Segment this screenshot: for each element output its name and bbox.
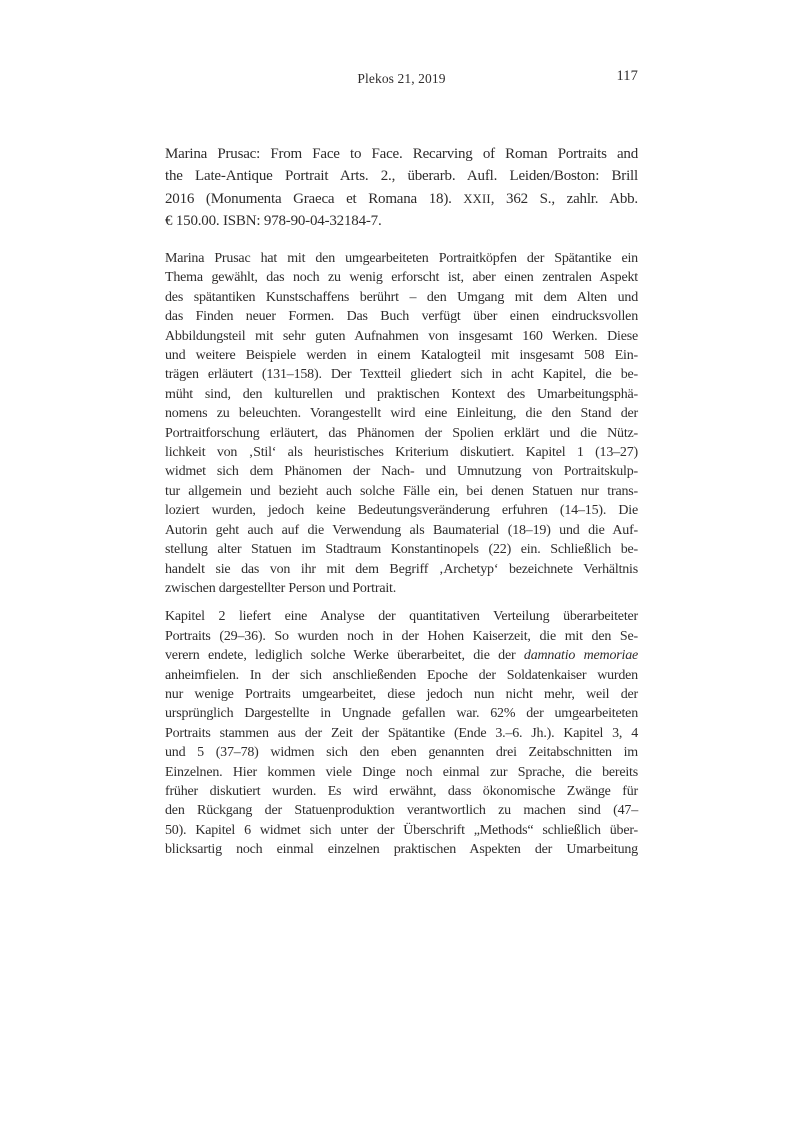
text-line [165, 579, 638, 598]
book-reference [165, 143, 638, 233]
text-run: Einzelnen. Hier kommen viele Dinge noch einmal zur Sprache, die bereits [165, 764, 638, 780]
text-line [165, 424, 638, 443]
text-run: Abbildungsteil mit sehr guten Aufnahmen von insgesamt 160 Werken. Diese [165, 328, 638, 344]
text-run: lichkeit von ‚Stil‘ als heuristisches Kriterium diskutiert. Kapitel 1 (13–27) [165, 445, 638, 461]
text-run: 50). Kapitel 6 widmet sich unter der Überschrift „Methods“ schließlich über- [165, 822, 638, 838]
text-run: Portraits (29–36). So wurden noch in der Hohen Kaiserzeit, die mit den Se- [165, 628, 638, 644]
text-line [165, 143, 638, 165]
text-run: verern endete, lediglich solche Werke überarbeitet, die der [165, 648, 524, 664]
text-line [165, 404, 638, 423]
text-line [165, 188, 638, 210]
text-line [165, 346, 638, 365]
text-run: the Late-Antique Portrait Arts. 2., überarb. Aufl. Leiden/Boston: Brill [165, 168, 638, 185]
text-line [165, 482, 638, 501]
text-line [165, 646, 638, 665]
text-line [165, 327, 638, 346]
text-run: Kapitel 2 liefert eine Analyse der quantitativen Verteilung überarbeiteter [165, 609, 638, 625]
text-line [165, 521, 638, 540]
text-run: und weitere Beispiele werden in einem Katalogteil mit insgesamt 508 Ein- [165, 348, 638, 364]
text-line [165, 627, 638, 646]
page-header [165, 68, 638, 87]
text-run: Marina Prusac hat mit den umgearbeiteten Portraitköpfen der Spätantike ein [165, 251, 638, 266]
text-line [165, 685, 638, 704]
text-run: und 5 (37–78) widmen sich den eben genannten drei Zeitabschnitten im [165, 745, 638, 761]
text-run: den Rückgang der Statuenproduktion verantwortlich zu machen sind (47– [165, 803, 638, 819]
text-run: zwischen dargestellter Person und Portrait. [165, 580, 397, 596]
text-line [165, 607, 638, 626]
text-run: müht sind, den kulturellen und praktischen Kontext des Umarbeitungsphä- [165, 386, 638, 402]
text-run: des spätantiken Kunstschaffens berührt – den Umgang mit dem Alten und [165, 289, 638, 305]
text-line [165, 801, 638, 820]
text-line [165, 763, 638, 782]
text-line [165, 165, 638, 187]
text-line [165, 249, 638, 268]
text-line [165, 782, 638, 801]
text-line [165, 666, 638, 685]
text-line [165, 365, 638, 384]
text-run: € 150.00. ISBN: 978-90-04-32184-7. [165, 213, 382, 230]
text-line [165, 268, 638, 287]
text-run: widmet sich dem Phänomen der Nach- und Umnutzung von Portraitskulp- [165, 464, 638, 480]
text-run: , 362 S., zahlr. Abb. [490, 190, 638, 207]
text-line [165, 443, 638, 462]
text-run: ursprünglich Dargestellte in Ungnade gefallen war. 62% der umgearbeiteten [165, 706, 638, 722]
text-run: trägen erläutert (131–158). Der Textteil gliedert sich in acht Kapitel, die be- [165, 367, 638, 383]
text-run: das Finden neuer Formen. Das Buch verfügt über einen eindrucksvollen [165, 309, 638, 325]
italic-run: damnatio memoriae [523, 648, 639, 664]
text-line [165, 821, 638, 840]
text-line [165, 704, 638, 723]
text-line [165, 540, 638, 559]
text-line [165, 307, 638, 326]
text-line [165, 743, 638, 762]
text-run: handelt sie das von ihr mit dem Begriff ‚Archetyp‘ bezeichnete Verhältnis [165, 561, 638, 577]
text-run: nomens zu beleuchten. Vorangestellt wird eine Einleitung, die den Stand der [165, 406, 638, 422]
review-body [165, 249, 638, 860]
text-line [165, 210, 638, 232]
text-line [165, 840, 638, 859]
text-run: Portraitforschung erläutert, das Phänomen der Spolien erklärt und die Nütz- [165, 425, 638, 441]
text-line [165, 462, 638, 481]
text-run: loziert wurden, jedoch keine Bedeutungsveränderung erfuhren (14–15). Die [165, 503, 638, 519]
text-line [165, 385, 638, 404]
text-run: anheimfielen. In der sich anschließenden Epoche der Soldatenkaiser wurden [165, 667, 638, 683]
text-run: stellung alter Statuen im Stadtraum Konstantinopels (22) ein. Schließlich be- [165, 542, 638, 558]
text-run: früher diskutiert wurden. Es wird erwähnt, dass ökonomische Zwänge für [165, 783, 638, 799]
text-run: Portraits stammen aus der Zeit der Spätantike (Ende 3.–6. Jh.). Kapitel 3, 4 [165, 725, 638, 741]
review-paragraph [165, 607, 638, 859]
text-run: 2016 (Monumenta Graeca et Romana 18). [165, 190, 464, 207]
text-line [165, 288, 638, 307]
page-number: 117 [616, 68, 638, 84]
text-run: Thema gewählt, das noch zu wenig erforscht ist, aber einen zentralen Aspekt [165, 270, 638, 286]
journal-title: Plekos 21, 2019 [357, 71, 446, 86]
text-run: nur wenige Portraits umgearbeitet, diese jedoch nun nicht mehr, weil der [165, 686, 638, 702]
smallcaps-run: XXII [463, 191, 491, 206]
text-run: blicksartig noch einmal einzelnen praktischen Aspekten der Umarbeitung [165, 842, 638, 858]
text-run: Marina Prusac: From Face to Face. Recarving of Roman Portraits and [165, 146, 638, 162]
text-run: tur allgemein und bezieht auch solche Fälle ein, bei denen Statuen nur trans- [165, 483, 638, 499]
text-line [165, 724, 638, 743]
text-line [165, 501, 638, 520]
text-line [165, 560, 638, 579]
review-paragraph [165, 249, 638, 598]
text-run: Autorin geht auch auf die Verwendung als Baumaterial (18–19) und die Auf- [165, 522, 638, 538]
